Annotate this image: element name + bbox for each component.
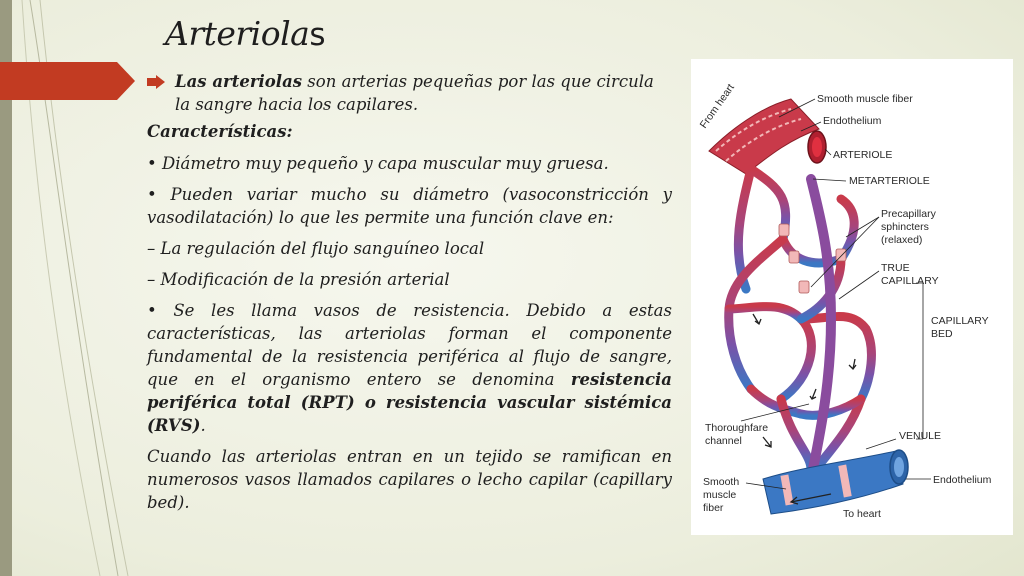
label-endothelium-top: Endothelium <box>823 115 882 127</box>
slide-title: Arteriolas <box>165 14 325 53</box>
label-smooth-muscle-fiber: Smooth muscle fiber <box>817 93 913 105</box>
label-smooth-2: muscle <box>703 489 737 501</box>
diagram-svg <box>691 59 1013 535</box>
arteriolas-term: Las arteriolas <box>175 72 303 91</box>
label-smooth-3: fiber <box>703 502 724 514</box>
label-venule: VENULE <box>899 430 942 442</box>
label-thoroughfare-2: channel <box>705 435 742 447</box>
slide-content <box>147 70 672 522</box>
label-precapillary-1: Precapillary <box>881 208 936 220</box>
label-endothelium-bottom: Endothelium <box>933 474 992 486</box>
label-capillary-bed-1: CAPILLARY <box>931 315 989 327</box>
paragraph-capillaries: Cuando las arteriolas entran en un tejido se ramifican en numerosos vasos llamados capilares o lecho capilar (capillary bed). <box>147 447 672 512</box>
label-smooth-1: Smooth <box>703 476 740 488</box>
label-true-capillary-2: CAPILLARY <box>881 275 939 287</box>
label-metarteriole: METARTERIOLE <box>849 175 930 187</box>
capillary-bed-diagram <box>691 59 1013 535</box>
label-arteriole: ARTERIOLE <box>833 149 893 161</box>
intro-text: son arterias pequeñas por las que circula la sangre hacia los capilares. <box>175 72 654 114</box>
thoroughfare-channel <box>811 179 831 469</box>
label-precapillary-2: sphincters <box>881 221 929 233</box>
label-to-heart: To heart <box>843 508 881 520</box>
label-from-heart: From heart <box>697 81 737 131</box>
resistance-term: resistencia periférica total (RPT) o resistencia vascular sistémica (RVS) <box>147 370 672 435</box>
title-accent-arrow <box>0 62 135 100</box>
characteristics-heading: Características: <box>147 122 293 141</box>
arrow-bullet-icon <box>147 75 165 89</box>
paragraph-diameter: • Diámetro muy pequeño y capa muscular muy gruesa. <box>147 154 609 173</box>
label-thoroughfare-1: Thoroughfare <box>705 422 769 434</box>
label-true-capillary-1: TRUE <box>881 262 910 274</box>
arteriole-vessel <box>709 99 826 174</box>
paragraph-regulation: – La regulación del flujo sanguíneo local <box>147 239 485 258</box>
label-precapillary-3: (relaxed) <box>881 234 923 246</box>
paragraph-variation: • Pueden variar mucho su diámetro (vasoconstricción y vasodilatación) lo que les permite una función clave en: <box>147 185 672 227</box>
venule-vessel <box>763 450 908 514</box>
intro-bullet <box>147 70 672 116</box>
paragraph-pressure: – Modificación de la presión arterial <box>147 270 450 289</box>
label-capillary-bed-2: BED <box>931 328 953 340</box>
paragraph-resistance: • Se les llama vasos de resistencia. Debido a estas características, las arteriolas forman el componente fundamental de la resistencia periférica al flujo de sangre, que en el organismo entero se denomina resistencia periférica total (RPT) o resistencia vascular sistémica (RVS). <box>147 301 672 435</box>
